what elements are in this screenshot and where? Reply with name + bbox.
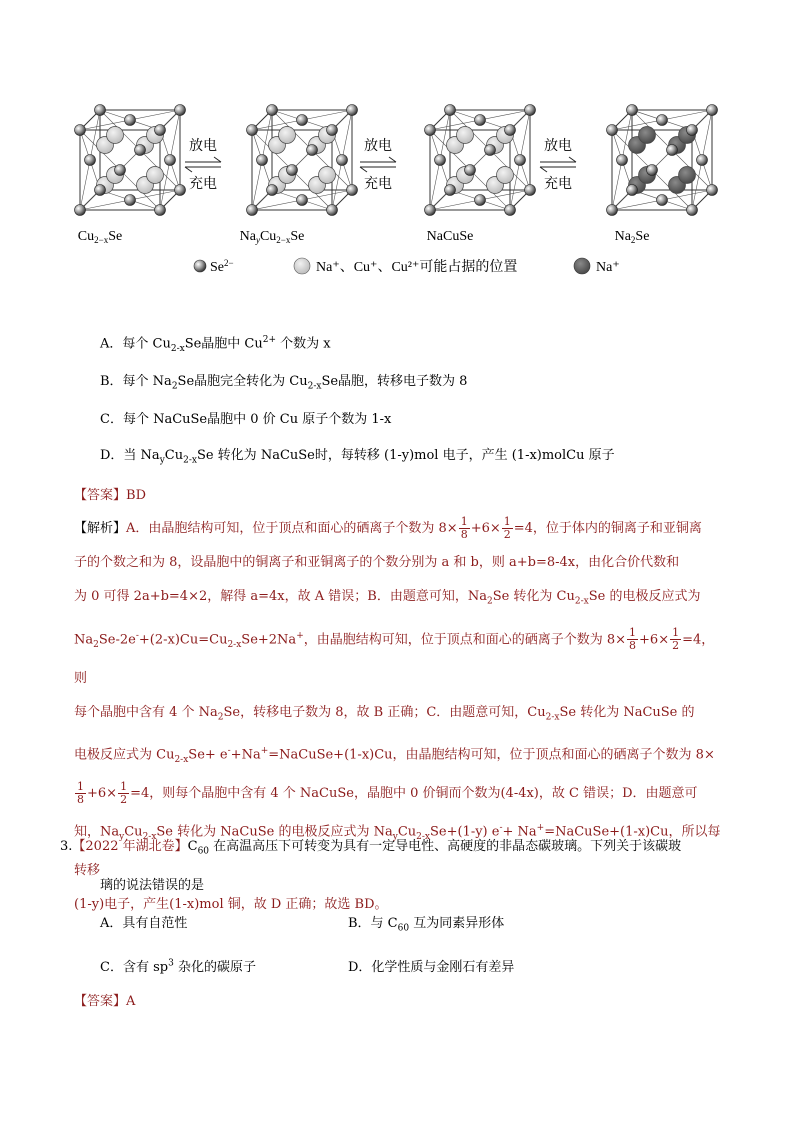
se-ion bbox=[657, 115, 668, 126]
unit-cell-1 bbox=[75, 105, 186, 216]
interior-ion bbox=[679, 167, 696, 184]
se-ion bbox=[465, 165, 476, 176]
question-3-line-1: 3.【2022 年湖北卷】$C_{60}$ 在高温高压下可转变为具有一定导电性、高硬度的非晶态碳玻璃。下列关于该碳玻 bbox=[60, 839, 682, 857]
explanation-line-2: 子的个数之和为 8，设晶胞中的铜离子和亚铜离子的个数分别为 a 和 b，则 a+b=8-4x，由化合价代数和 bbox=[74, 555, 680, 570]
explanation-line-7: $\frac{1}{8}$ +6× $\frac{1}{2}$ =4，则每个晶胞中含有 4 个 NaCuSe，晶胞中 0 价铜而个数为(4-4x)，故 C 错误；D．由题意可 bbox=[77, 780, 698, 807]
label-nacu2xse: $Na_yCu_{2-x}Se$ bbox=[239, 229, 305, 245]
reaction-arrow-2 bbox=[360, 137, 396, 192]
se-ion bbox=[627, 185, 638, 196]
se-ion bbox=[287, 165, 298, 176]
question-3-source: 【2022 年湖北卷】 bbox=[72, 839, 188, 854]
se-ion bbox=[697, 155, 708, 166]
question-3-line-2: 璃的说法错误的是 bbox=[100, 877, 205, 893]
se-ion bbox=[647, 165, 658, 176]
interior-ion bbox=[639, 127, 656, 144]
se-ion bbox=[485, 145, 496, 156]
se-ion bbox=[267, 105, 278, 116]
q3-option-c: C．含有 $sp^3$ 杂化的碳原子 bbox=[100, 958, 256, 975]
se-ion bbox=[125, 115, 136, 126]
arrow-label-discharge: 放电 bbox=[364, 138, 392, 154]
answer-value: BD bbox=[126, 488, 146, 503]
se-ion bbox=[707, 105, 718, 116]
option-a: A．每个 $Cu_{2-x}Se$晶胞中 $Cu^{2+}$ 个数为 x bbox=[100, 335, 331, 354]
crystal-structure-figure bbox=[60, 90, 740, 290]
legend bbox=[194, 258, 620, 275]
se-ion bbox=[347, 185, 358, 196]
explanation-line-9: (1-y)电子，产生(1-x)mol 铜，故 D 正确；故选 BD。 bbox=[74, 896, 388, 912]
se-ion bbox=[505, 205, 516, 216]
se-ion bbox=[707, 185, 718, 196]
label-cu2xse: $Cu_{2-x}Se$ bbox=[77, 229, 123, 245]
answer-3-tag: 【答案】 bbox=[74, 994, 127, 1009]
se-ion bbox=[425, 205, 436, 216]
crystal-diagram-svg bbox=[60, 90, 740, 290]
se-ion bbox=[607, 125, 618, 136]
se-ion bbox=[307, 145, 318, 156]
se-ion bbox=[297, 195, 308, 206]
answer-tag: 【答案】 bbox=[74, 488, 127, 503]
se-ion bbox=[175, 105, 186, 116]
se-ion bbox=[435, 155, 446, 166]
se-ion bbox=[165, 155, 176, 166]
explanation-line-3: 为 0 可得 2a+b=4×2，解得 a=4x，故 A 错误；B．由题意可知，$Na_2Se$ 转化为 $Cu_{2-x}Se$ 的电极反应式为 bbox=[74, 589, 701, 607]
label-na2se: $Na_2Se$ bbox=[614, 229, 650, 245]
option-c: C．每个 NaCuSe晶胞中 0 价 Cu 原子个数为 1-x bbox=[100, 412, 392, 427]
legend-se-text: $Se^{2-}$ bbox=[210, 258, 234, 275]
se-ion bbox=[125, 195, 136, 206]
unit-cell-4 bbox=[607, 105, 718, 216]
se-ion bbox=[657, 195, 668, 206]
se-ion bbox=[505, 125, 516, 136]
se-ion bbox=[115, 165, 126, 176]
se-ion bbox=[445, 105, 456, 116]
se-ion bbox=[95, 185, 106, 196]
legend-site-ball bbox=[294, 258, 310, 274]
q3-option-a: A．具有自范性 bbox=[100, 916, 188, 931]
question-3 bbox=[60, 830, 720, 903]
se-ion bbox=[135, 145, 146, 156]
legend-na-ball bbox=[574, 258, 590, 274]
interior-ion bbox=[147, 167, 164, 184]
se-ion bbox=[687, 125, 698, 136]
interior-ion bbox=[457, 127, 474, 144]
se-ion bbox=[425, 125, 436, 136]
se-ion bbox=[327, 205, 338, 216]
legend-site-text: Na⁺、Cu⁺、Cu²⁺可能占据的位置 bbox=[316, 260, 518, 275]
arrow-label-discharge: 放电 bbox=[544, 138, 572, 154]
se-ion bbox=[337, 155, 348, 166]
answer-1 bbox=[74, 484, 146, 503]
explanation-line-5: 每个晶胞中含有 4 个 $Na_2Se$，转移电子数为 8，故 B 正确；C．由题意可知，$Cu_{2-x}Se$ 转化为 NaCuSe 的 bbox=[74, 704, 695, 723]
se-ion bbox=[627, 105, 638, 116]
interior-ion bbox=[107, 127, 124, 144]
se-ion bbox=[297, 115, 308, 126]
se-ion bbox=[515, 155, 526, 166]
unit-cell-3 bbox=[425, 105, 536, 216]
se-ion bbox=[475, 195, 486, 206]
se-ion bbox=[155, 205, 166, 216]
q3-option-d: D．化学性质与金刚石有差异 bbox=[348, 960, 515, 975]
label-nacuse: NaCuSe bbox=[426, 229, 474, 244]
arrow-label-charge: 充电 bbox=[364, 176, 392, 192]
reaction-arrow-1 bbox=[185, 137, 221, 192]
se-ion bbox=[687, 205, 698, 216]
se-ion bbox=[175, 185, 186, 196]
option-d: D．当 $Na_yCu_{2-x}Se$ 转化为 NaCuSe时，每转移 (1-y)mol 电子，产生 (1-x)molCu 原子 bbox=[100, 448, 615, 466]
explanation-line-8: 知，$Na_yCu_{2-x}Se$ 转化为 NaCuSe 的电极反应式为 $Na_yCu_{2-x}Se+(1-y)$ e-+ Na+=NaCuSe+(1-x)Cu，所以每转移 bbox=[74, 823, 721, 878]
answer-3-value: A bbox=[126, 994, 136, 1009]
arrow-label-discharge: 放电 bbox=[189, 138, 217, 154]
se-ion bbox=[95, 105, 106, 116]
se-ion bbox=[155, 125, 166, 136]
arrow-label-charge: 充电 bbox=[189, 176, 217, 192]
se-ion bbox=[247, 205, 258, 216]
reaction-arrow-3 bbox=[540, 137, 576, 192]
se-ion bbox=[85, 155, 96, 166]
se-ion bbox=[445, 185, 456, 196]
q3-option-b: B．与 $C_{60}$ 互为同素异形体 bbox=[348, 916, 505, 934]
legend-se-ball bbox=[194, 260, 206, 272]
legend-na-text: Na⁺ bbox=[596, 260, 620, 275]
se-ion bbox=[617, 155, 628, 166]
unit-cell-2 bbox=[247, 105, 358, 216]
option-b: B．每个 $Na_2Se$晶胞完全转化为 $Cu_{2-x}Se$晶胞，转移电子数为 8 bbox=[100, 374, 468, 392]
arrow-label-charge: 充电 bbox=[544, 176, 572, 192]
answer-3 bbox=[74, 990, 135, 1009]
se-ion bbox=[525, 105, 536, 116]
interior-ion bbox=[279, 127, 296, 144]
se-ion bbox=[75, 125, 86, 136]
se-ion bbox=[267, 185, 278, 196]
se-ion bbox=[347, 105, 358, 116]
se-ion bbox=[327, 125, 338, 136]
se-ion bbox=[607, 205, 618, 216]
se-ion bbox=[257, 155, 268, 166]
se-ion bbox=[475, 115, 486, 126]
se-ion bbox=[525, 185, 536, 196]
explanation-line-4: $Na_2Se-2e^-+(2-x)Cu=Cu_{2-x}Se+2Na^+$，由晶胞结构可知，位于顶点和面心的硒离子个数为 8× $\frac{1}{8}$ +6× $\frac{1}{2}$ =4，则 bbox=[74, 625, 715, 686]
se-ion bbox=[247, 125, 258, 136]
interior-ion bbox=[497, 167, 514, 184]
se-ion bbox=[667, 145, 678, 156]
explanation-line-1: 【解析】A．由晶胞结构可知，位于顶点和面心的硒离子个数为 8× $\frac{1}{8}$ +6× $\frac{1}{2}$ =4，位于体内的铜离子和亚铜离 bbox=[74, 515, 702, 541]
explanation-line-6: 电极反应式为 $Cu_{2-x}Se+$ e-+Na+=NaCuSe+(1-x)Cu，由晶胞结构可知，位于顶点和面心的硒离子个数为 8× bbox=[74, 746, 715, 766]
interior-ion bbox=[319, 167, 336, 184]
se-ion bbox=[75, 205, 86, 216]
